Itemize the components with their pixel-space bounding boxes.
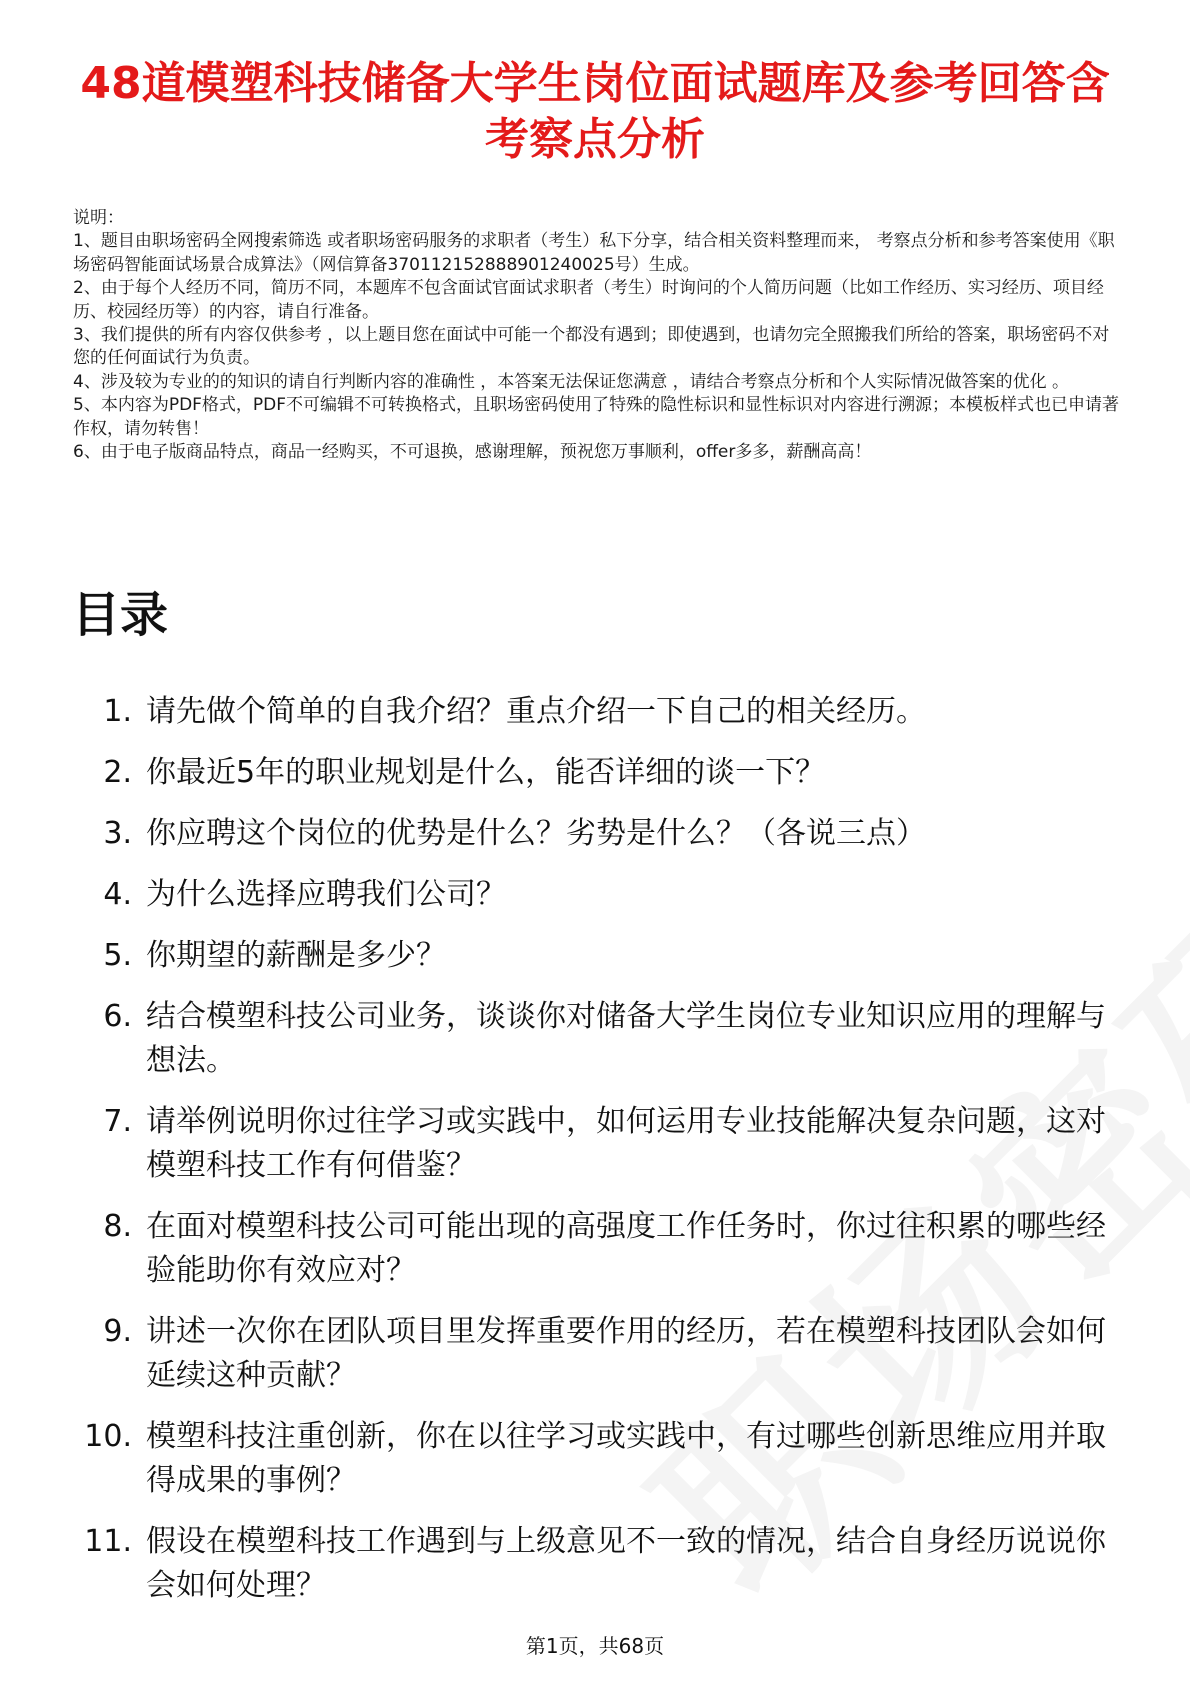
toc-item[interactable]	[72, 1520, 1122, 1608]
note-item: 1、题目由职场密码全网搜索筛选 或者职场密码服务的求职者（考生）私下分享，结合相关资料整理而来， 考察点分析和参考答案使用《职场密码智能面试场景合成算法》（网信算备370112152888901240025号）生成。	[73, 231, 1115, 275]
toc-item-text: 结合模塑科技公司业务，谈谈你对储备大学生岗位专业知识应用的理解与想法。	[146, 999, 1106, 1078]
toc-item[interactable]	[72, 690, 1122, 734]
toc-item[interactable]	[72, 812, 1122, 856]
toc-item-text: 请举例说明你过往学习或实践中，如何运用专业技能解决复杂问题，这对模塑科技工作有何借鉴？	[146, 1104, 1106, 1183]
note-item: 3、我们提供的所有内容仅供参考 ，以上题目您在面试中可能一个都没有遇到；即使遇到，也请勿完全照搬我们所给的答案，职场密码不对您的任何面试行为负责。	[73, 325, 1110, 369]
toc-item-number: 3.	[103, 816, 132, 851]
toc-item-number: 9.	[103, 1314, 132, 1349]
toc-item-text: 你期望的薪酬是多少？	[146, 938, 446, 973]
toc-list	[72, 690, 1122, 1625]
page-footer: 第1页，共68页	[525, 1634, 665, 1658]
toc-item-text: 讲述一次你在团队项目里发挥重要作用的经历，若在模塑科技团队会如何延续这种贡献？	[146, 1314, 1106, 1393]
toc-item-number: 2.	[103, 755, 132, 790]
toc-item-text: 请先做个简单的自我介绍？重点介绍一下自己的相关经历。	[146, 694, 926, 729]
toc-item-number: 4.	[103, 877, 132, 912]
toc-item-text: 你应聘这个岗位的优势是什么？劣势是什么？（各说三点）	[146, 816, 926, 851]
note-item: 6、由于电子版商品特点，商品一经购买，不可退换，感谢理解，预祝您万事顺利，offer多多，薪酬高高！	[73, 442, 872, 463]
toc-item-text: 假设在模塑科技工作遇到与上级意见不一致的情况，结合自身经历说说你会如何处理？	[146, 1524, 1106, 1603]
notes-heading: 说明：	[73, 208, 124, 228]
document-title: 48道模塑科技储备大学生岗位面试题库及参考回答含考察点分析	[80, 58, 1110, 165]
toc-item-number: 11.	[84, 1524, 132, 1559]
toc-item-number: 6.	[103, 999, 132, 1034]
toc-item-number: 7.	[103, 1104, 132, 1139]
toc-item-text: 在面对模塑科技公司可能出现的高强度工作任务时，你过往积累的哪些经验能助你有效应对？	[146, 1209, 1106, 1288]
toc-item[interactable]	[72, 751, 1122, 795]
toc-item-number: 1.	[103, 694, 132, 729]
toc-item[interactable]	[72, 873, 1122, 917]
note-item: 4、涉及较为专业的的知识的请自行判断内容的准确性 ，本答案无法保证您满意 ，请结合考察点分析和个人实际情况做答案的优化 。	[73, 371, 1070, 392]
notes-section	[73, 207, 1123, 464]
toc-item-number: 5.	[103, 938, 132, 973]
toc-item-number: 10.	[84, 1419, 132, 1454]
toc-item-text: 为什么选择应聘我们公司？	[146, 877, 506, 912]
toc-item-number: 8.	[103, 1209, 132, 1244]
toc-item[interactable]	[72, 1310, 1122, 1398]
toc-item-text: 模塑科技注重创新，你在以往学习或实践中，有过哪些创新思维应用并取得成果的事例？	[146, 1419, 1106, 1498]
note-item: 5、本内容为PDF格式，PDF不可编辑不可转换格式，且职场密码使用了特殊的隐性标识和显性标识对内容进行溯源；本模板样式也已申请著作权，请勿转售！	[73, 395, 1120, 439]
toc-heading: 目录	[72, 587, 169, 643]
toc-item[interactable]	[72, 1415, 1122, 1503]
note-item: 2、由于每个人经历不同，简历不同，本题库不包含面试官面试求职者（考生）时询问的个人简历问题（比如工作经历、实习经历、项目经历、校园经历等）的内容，请自行准备。	[73, 278, 1104, 322]
toc-item[interactable]	[72, 934, 1122, 978]
toc-item[interactable]	[72, 1100, 1122, 1188]
toc-item[interactable]	[72, 995, 1122, 1083]
toc-item-text: 你最近5年的职业规划是什么，能否详细的谈一下？	[146, 755, 826, 790]
toc-item[interactable]	[72, 1205, 1122, 1293]
